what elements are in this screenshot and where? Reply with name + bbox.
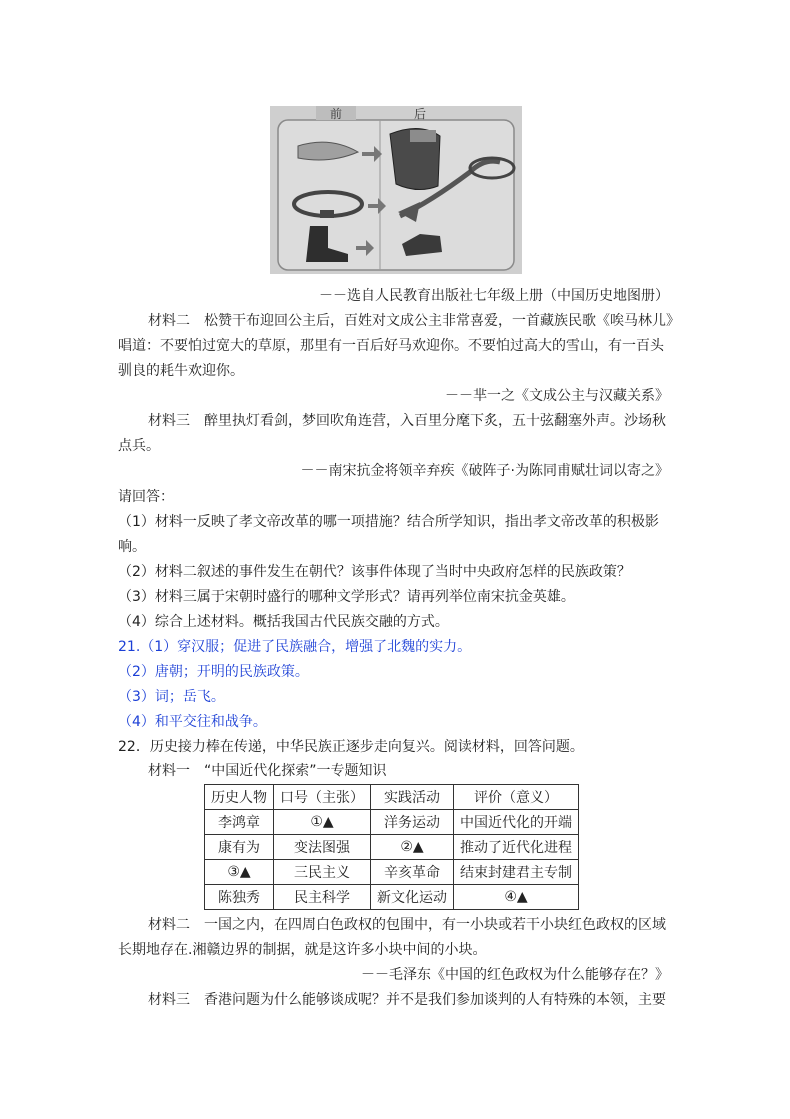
material2-line-1: 材料二 松赞干布迎回公主后，百姓对文成公主非常喜爱，一首藏族民歌《唉马林儿》 <box>148 313 680 329</box>
table-cell: 三民主义 <box>274 860 371 885</box>
table-row <box>205 835 579 860</box>
table-cell: ①▲ <box>274 810 371 835</box>
q22-intro: 22．历史接力棒在传递，中华民族正逐步走向复兴。阅读材料，回答问题。 <box>118 739 584 755</box>
question-4: （4）综合上述材料。概括我国古代民族交融的方式。 <box>118 614 449 630</box>
label-before: 前 <box>329 107 343 121</box>
answer-2: （2）唐朝；开明的民族政策。 <box>118 664 309 680</box>
material3-line-2: 点兵。 <box>118 438 160 454</box>
table-header-cell: 评价（意义） <box>454 785 579 810</box>
table-header-cell: 口号（主张） <box>274 785 371 810</box>
table-cell: 陈独秀 <box>205 885 274 910</box>
table-cell: ③▲ <box>205 860 274 885</box>
modernization-table <box>204 784 579 910</box>
table-cell: 洋务运动 <box>371 810 454 835</box>
table-header-row <box>205 785 579 810</box>
table-cell: 李鸿章 <box>205 810 274 835</box>
q22-material2-line-2: 长期地存在.湘赣边界的制据，就是这许多小块中间的小块。 <box>118 942 487 958</box>
q22-material1-title: 材料一 “中国近代化探索”一专题知识 <box>148 763 387 779</box>
question-3: （3）材料三属于宋朝时盛行的哪种文学形式？请再列举位南宋抗金英雄。 <box>118 589 575 605</box>
table-cell: 新文化运动 <box>371 885 454 910</box>
answer-1: 21.（1）穿汉服；促进了民族融合，增强了北魏的实力。 <box>118 639 472 655</box>
table-cell: 变法图强 <box>274 835 371 860</box>
table-cell: 推动了近代化进程 <box>454 835 579 860</box>
material3-line-1: 材料三 醉里执灯看剑，梦回吹角连营，入百里分麾下炙，五十弦翻塞外声。沙场秋 <box>148 413 666 429</box>
q22-material2-source: －－毛泽东《中国的红色政权为什么能够存在？》 <box>361 967 669 983</box>
figure-caption: －－选自人民教育出版社七年级上册（中国历史地图册） <box>319 288 669 304</box>
table-cell: ②▲ <box>371 835 454 860</box>
table-header-cell: 实践活动 <box>371 785 454 810</box>
label-after: 后 <box>413 107 427 121</box>
question-1-line-1: （1）材料一反映了孝文帝改革的哪一项措施？结合所学知识，指出孝文帝改革的积极影 <box>118 514 659 530</box>
q22-material3-line-1: 材料三 香港问题为什么能够谈成呢？并不是我们参加谈判的人有特殊的本领，主要 <box>148 992 666 1008</box>
table-cell: 民主科学 <box>274 885 371 910</box>
table-cell: ④▲ <box>454 885 579 910</box>
table-row <box>205 810 579 835</box>
material2-line-2: 唱道：不要怕过宽大的草原，那里有一百后好马欢迎你。不要怕过高大的雪山，有一百头 <box>118 338 664 354</box>
table-row <box>205 885 579 910</box>
material3-source: －－南宋抗金将领辛弃疾《破阵子·为陈同甫赋壮词以寄之》 <box>300 463 669 479</box>
material2-line-3: 驯良的耗牛欢迎你。 <box>118 363 244 379</box>
question-2: （2）材料二叙述的事件发生在朝代？该事件体现了当时中央政府怎样的民族政策？ <box>118 564 631 580</box>
material2-source: －－芈一之《文成公主与汉藏关系》 <box>445 388 669 404</box>
table-cell: 中国近代化的开端 <box>454 810 579 835</box>
questions-prompt: 请回答： <box>118 489 174 505</box>
table-header-cell: 历史人物 <box>205 785 274 810</box>
answer-3: （3）词；岳飞。 <box>118 689 225 705</box>
question-1-line-2: 响。 <box>118 539 146 555</box>
answer-4: （4）和平交往和战争。 <box>118 714 267 730</box>
table-cell: 辛亥革命 <box>371 860 454 885</box>
table-cell: 结束封建君主专制 <box>454 860 579 885</box>
clothing-reform-figure <box>270 106 522 274</box>
table-row <box>205 860 579 885</box>
q22-material2-line-1: 材料二 一国之内，在四周白色政权的包围中，有一小块或若干小块红色政权的区域 <box>148 917 666 933</box>
table-cell: 康有为 <box>205 835 274 860</box>
